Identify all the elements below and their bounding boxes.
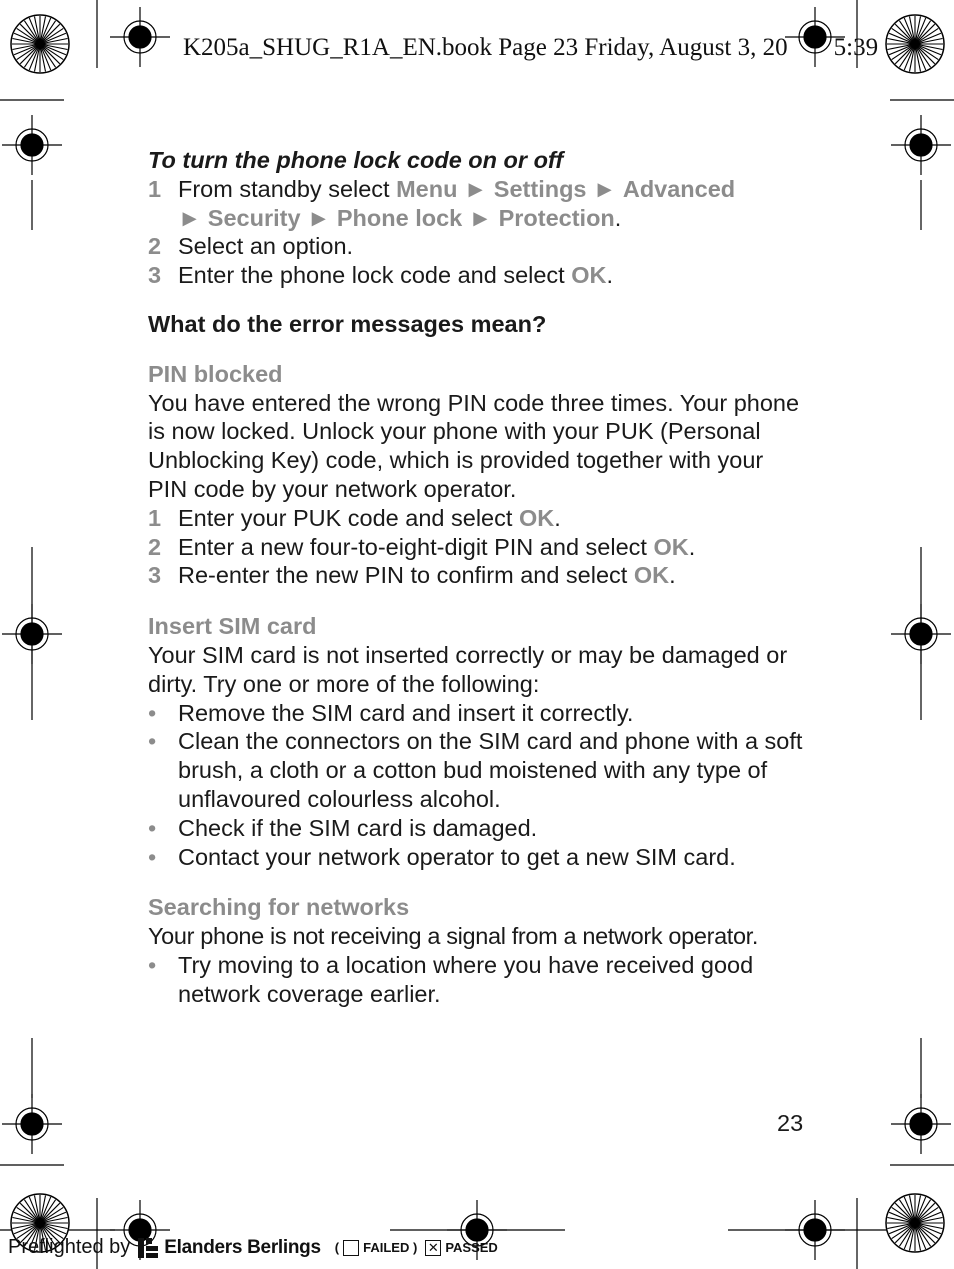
searching-body: Your phone is not receiving a signal from a network operator. xyxy=(148,923,759,950)
list-item xyxy=(148,232,808,261)
list-item xyxy=(148,843,808,872)
preflighted-label: Preflighted by xyxy=(8,1236,131,1258)
passed-label: PASSED xyxy=(445,1240,498,1255)
step-text: Enter your PUK code and select OK. xyxy=(178,504,561,531)
preflight-status: ( FAILED ) ✕ PASSED xyxy=(334,1239,498,1255)
list-item xyxy=(148,727,808,813)
bullet-icon: • xyxy=(148,728,157,755)
list-item xyxy=(148,504,808,533)
page-content xyxy=(148,146,808,1009)
step-number: 3 xyxy=(148,262,162,289)
searching-title: Searching for networks xyxy=(148,894,410,921)
pin-blocked-title: PIN blocked xyxy=(148,360,283,387)
page-number: 23 xyxy=(777,1110,804,1136)
slug-book-line: K205a_SHUG_R1A_EN.book Page 23 Friday, August 3, 20 xyxy=(183,34,788,61)
ok-softkey: OK xyxy=(571,262,607,289)
arrow-icon: ► xyxy=(307,204,331,231)
list-item xyxy=(148,814,808,843)
bullet-icon: • xyxy=(148,951,157,978)
bullet-icon: • xyxy=(148,843,157,870)
list-item xyxy=(148,261,808,290)
arrow-icon: ► xyxy=(178,204,202,231)
bullet-icon: • xyxy=(148,814,157,841)
list-item xyxy=(148,951,808,1009)
failed-label: FAILED xyxy=(363,1240,410,1255)
slug-time: 5:39 xyxy=(833,34,879,61)
step-number: 1 xyxy=(148,175,162,202)
list-item xyxy=(148,699,808,728)
arrow-icon: ► xyxy=(593,175,617,202)
elanders-logo-icon xyxy=(138,1238,158,1258)
failed-checkbox xyxy=(343,1240,359,1256)
brand-name: Elanders Berlings xyxy=(164,1236,321,1258)
errors-heading: What do the error messages mean? xyxy=(148,310,547,337)
bullet-text: Contact your network operator to get a new SIM card. xyxy=(178,843,736,870)
step-number: 3 xyxy=(148,562,162,589)
bullet-text: Clean the connectors on the SIM card and phone with a soft brush, a cloth or a cotton bud moistened with any type of unflavoured colourless alcohol. xyxy=(178,728,803,812)
passed-checkbox: ✕ xyxy=(425,1240,441,1256)
insert-sim-title: Insert SIM card xyxy=(148,613,317,640)
step-text: Re-enter the new PIN to confirm and select OK. xyxy=(178,562,676,589)
bullet-text: Remove the SIM card and insert it correctly. xyxy=(178,699,634,726)
step-text: Enter the phone lock code and select OK. xyxy=(178,262,614,289)
step-text: Select an option. xyxy=(178,233,354,260)
pin-blocked-body: You have entered the wrong PIN code three times. Your phone is now locked. Unlock your phone with your PUK (Personal Unblocking Key) code, which is provided together with your PIN code by your network operator. xyxy=(148,389,800,502)
menu-path-security: Security xyxy=(207,204,301,231)
preflight-footer xyxy=(8,1236,498,1259)
list-item xyxy=(148,533,808,562)
step-number: 2 xyxy=(148,233,162,260)
list-item xyxy=(148,561,808,590)
bullet-icon: • xyxy=(148,699,157,726)
menu-path-settings: Settings xyxy=(493,175,587,202)
menu-path-phone-lock: Phone lock xyxy=(336,204,463,231)
arrow-icon: ► xyxy=(464,175,488,202)
step-number: 1 xyxy=(148,504,162,531)
step-number: 2 xyxy=(148,533,162,560)
ok-softkey: OK xyxy=(633,562,670,589)
insert-sim-body: Your SIM card is not inserted correctly or may be damaged or dirty. Try one or more of the following: xyxy=(148,641,788,697)
arrow-icon: ► xyxy=(468,204,493,231)
menu-path-protection: Protection xyxy=(498,204,615,231)
print-slug xyxy=(183,34,878,62)
menu-path-menu: Menu xyxy=(396,175,458,202)
lock-section-title: To turn the phone lock code on or off xyxy=(148,147,564,173)
menu-path-advanced: Advanced xyxy=(622,175,736,202)
bullet-text: Check if the SIM card is damaged. xyxy=(178,814,538,841)
step-text: Enter a new four-to-eight-digit PIN and select OK. xyxy=(178,533,696,560)
list-item xyxy=(148,175,808,233)
step-text: From standby select Menu ► Settings ► Advanced ► Security ► Phone lock ► Protection. xyxy=(178,175,736,231)
bullet-text: Try moving to a location where you have received good network coverage earlier. xyxy=(178,951,754,1007)
ok-softkey: OK xyxy=(653,533,689,560)
ok-softkey: OK xyxy=(518,504,555,531)
